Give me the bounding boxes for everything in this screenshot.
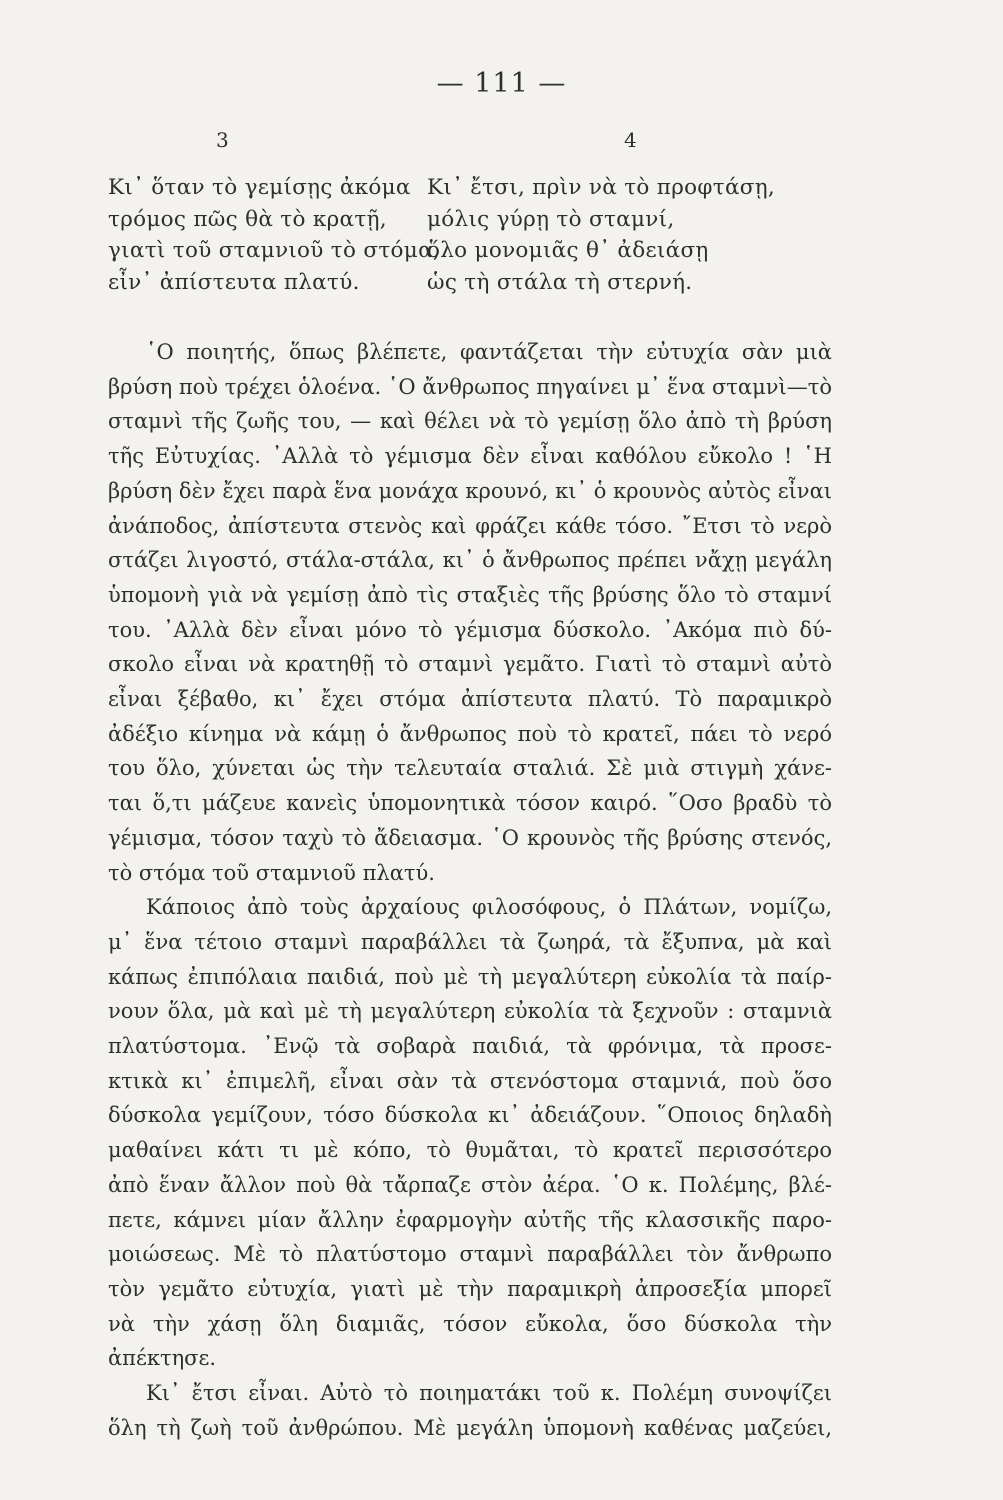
text-line: ἀνάποδος, ἀπίστευτα στενὸς καὶ φράζει κάθε τόσο. ῎Ετσι τὸ νερὸ [108, 513, 832, 538]
stanza-4 [427, 172, 775, 299]
text-line: σταμνὶ τῆς ζωῆς του, — καὶ θέλει νὰ τὸ γεμίσῃ ὅλο ἀπὸ τὴ βρύση [108, 409, 832, 434]
stanza-line: Κι᾿ ἔτσι, πρὶν νὰ τὸ προφτάσῃ, [427, 175, 776, 200]
text-line: νουν ὅλα, μὰ καὶ μὲ τὴ μεγαλύτερη εὐκολία τὰ ξεχνοῦν : σταμνιὰ [108, 999, 832, 1024]
text-line: πετε, κάμνει μίαν ἄλλην ἐφαρμογὴν αὐτῆς τῆς κλασσικῆς παρο- [108, 1207, 832, 1232]
stanza-line: μόλις γύρῃ τὸ σταμνί, [427, 206, 675, 232]
stanza-3-number: 3 [216, 128, 229, 152]
stanza-3 [108, 172, 440, 299]
text-line: του ὅλο, χύνεται ὡς τὴν τελευταία σταλιά. Σὲ μιὰ στιγμὴ χάνε- [108, 756, 832, 781]
text-line: τῆς Εὐτυχίας. ᾿Αλλὰ τὸ γέμισμα δὲν εἶναι καθόλου εὔκολο ! ῾Η [108, 444, 832, 469]
text-line: τὸ στόμα τοῦ σταμνιοῦ πλατύ. [108, 860, 435, 885]
text-line: ὅλη τὴ ζωὴ τοῦ ἀνθρώπου. Μὲ μεγάλη ὑπομονὴ καθένας μαζεύει, [108, 1415, 832, 1440]
text-line: μ᾿ ἕνα τέτοιο σταμνὶ παραβάλλει τὰ ζωηρά, τὰ ἔξυπνα, μὰ καὶ [108, 929, 832, 954]
text-line: δύσκολα γεμίζουν, τόσο δύσκολα κι᾿ ἀδειάζουν. ῞Οποιος δηλαδὴ [108, 1103, 832, 1128]
text-line: ἀπέκτησε. [108, 1346, 217, 1371]
paragraph-1 [108, 335, 832, 890]
stanza-line: ὅλο μονομιᾶς θ᾿ ἀδειάσῃ [427, 238, 709, 264]
text-line: μοιώσεως. Μὲ τὸ πλατύστομο σταμνὶ παραβάλλει τὸν ἄνθρωπο [108, 1242, 832, 1267]
paragraph-3 [108, 1376, 832, 1445]
text-line: ὑπομονὴ γιὰ νὰ γεμίσῃ ἀπὸ τὶς σταξιὲς τῆς βρύσης ὅλο τὸ σταμνί [108, 582, 832, 607]
stanza-line: γιατὶ τοῦ σταμνιοῦ τὸ στόμα, [108, 238, 441, 264]
paragraph-2 [108, 890, 832, 1376]
text-line: βρύση ποὺ τρέχει ὁλοένα. ῾Ο ἄνθρωπος πηγαίνει μ᾿ ἕνα σταμνὶ—τὸ [108, 374, 832, 399]
text-line: κάπως ἐπιπόλαια παιδιά, ποὺ μὲ τὴ μεγαλύτερη εὐκολία τὰ παίρ- [108, 964, 832, 989]
text-line: πλατύστομα. ᾿Ενῷ τὰ σοβαρὰ παιδιά, τὰ φρόνιμα, τὰ προσε- [108, 1034, 832, 1059]
text-line: τὸν γεμᾶτο εὐτυχία, γιατὶ μὲ τὴν παραμικρὴ ἀπροσεξία μπορεῖ [108, 1276, 832, 1301]
page-number: — 111 — [436, 68, 567, 99]
text-line: ῾Ο ποιητής, ὅπως βλέπετε, φαντάζεται τὴν εὐτυχία σὰν μιὰ [146, 340, 832, 364]
text-line: εἶναι ξέβαθο, κι᾿ ἔχει στόμα ἀπίστευτα πλατύ. Τὸ παραμικρὸ [108, 687, 832, 712]
text-line: Κι᾿ ἔτσι εἶναι. Αὐτὸ τὸ ποιηματάκι τοῦ κ. Πολέμη συνοψίζει [146, 1381, 832, 1406]
text-line: νὰ τὴν χάσῃ ὅλη διαμιᾶς, τόσον εὔκολα, ὅσο δύσκολα τὴν [108, 1311, 832, 1336]
text-line: του. ᾿Αλλὰ δὲν εἶναι μόνο τὸ γέμισμα δύσκολο. ᾿Ακόμα πιὸ δύ- [108, 617, 832, 642]
stanza-line: εἶν᾿ ἀπίστευτα πλατύ. [108, 270, 360, 296]
stanza-line: ὡς τὴ στάλα τὴ στερνή. [427, 270, 693, 296]
text-line: κτικὰ κι᾿ ἐπιμελῆ, εἶναι σὰν τὰ στενόστομα σταμνιά, ποὺ ὅσο [108, 1068, 832, 1093]
stanza-line: τρόμος πῶς θὰ τὸ κρατῇ, [108, 206, 387, 232]
text-line: Κάποιος ἀπὸ τοὺς ἀρχαίους φιλοσόφους, ὁ Πλάτων, νομίζω, [146, 895, 832, 920]
text-line: στάζει λιγοστό, στάλα-στάλα, κι᾿ ὁ ἄνθρωπος πρέπει νἄχῃ μεγάλη [108, 548, 832, 573]
stanza-line: Κι᾿ ὅταν τὸ γεμίσῃς ἀκόμα [108, 175, 411, 200]
text-line: ἀπὸ ἕναν ἄλλον ποὺ θὰ τἄρπαζε στὸν ἀέρα. ῾Ο κ. Πολέμης, βλέ- [108, 1172, 832, 1197]
stanza-4-number: 4 [624, 128, 637, 152]
text-line: μαθαίνει κάτι τι μὲ κόπο, τὸ θυμᾶται, τὸ κρατεῖ περισσότερο [108, 1138, 832, 1163]
text-line: γέμισμα, τόσον ταχὺ τὸ ἄδειασμα. ῾Ο κρουνὸς τῆς βρύσης στενός, [108, 825, 832, 850]
text-line: βρύση δὲν ἔχει παρὰ ἕνα μονάχα κρουνό, κι᾿ ὁ κρουνὸς αὐτὸς εἶναι [108, 478, 832, 503]
text-line: ται ὅ,τι μάζευε κανεὶς ὑπομονητικὰ τόσον καιρό. ῞Οσο βραδὺ τὸ [108, 791, 832, 816]
text-line: σκολο εἶναι νὰ κρατηθῇ τὸ σταμνὶ γεμᾶτο. Γιατὶ τὸ σταμνὶ αὐτὸ [108, 652, 832, 677]
text-line: ἀδέξιο κίνημα νὰ κάμῃ ὁ ἄνθρωπος ποὺ τὸ κρατεῖ, πάει τὸ νερό [108, 721, 832, 746]
prose-body [108, 335, 832, 1446]
